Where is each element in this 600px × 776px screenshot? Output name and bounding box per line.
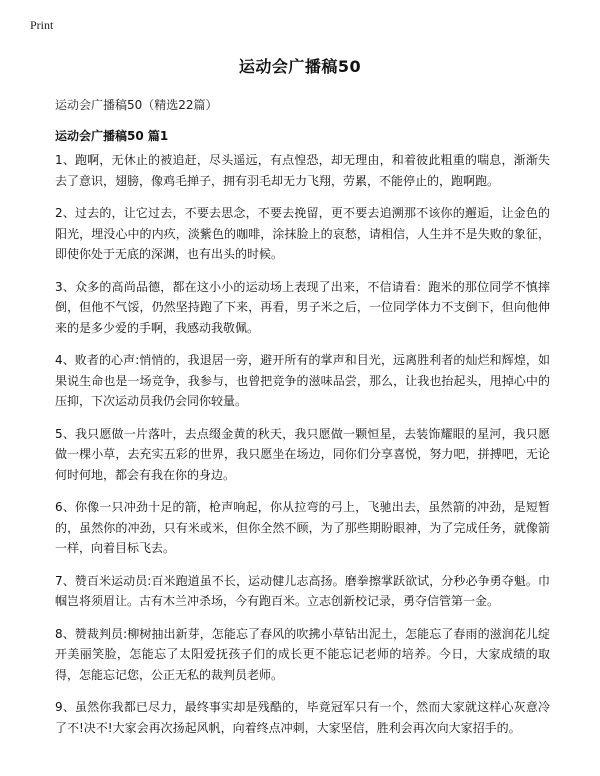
paragraph-9: 9、虽然你我都已尽力，最终事实却是残酷的，毕竟冠军只有一个，然而大家就这样心灰意冷了不!决不!大家会再次扬起风帆，向着终点冲刺，大家坚信，胜利会再次向大家招手的。 <box>55 700 550 735</box>
paragraph-1: 1、跑啊，无休止的被追赶，尽头遥远，有点惶恐，却无理由，和着彼此粗重的喘息，渐渐失去了意识，翅膀，像鸡毛掸子，拥有羽毛却无力飞翔，劳累，不能停止的，跑啊跑。 <box>55 153 550 188</box>
paragraph-4: 4、败者的心声:悄悄的，我退居一旁，避开所有的掌声和目光，远离胜利者的灿烂和辉煌，如果说生命也是一场竞争，我参与，也曾把竞争的滋味品尝，那么，让我也抬起头，甩掉心中的压抑，下次运动员我仍会同你较量。 <box>55 353 550 408</box>
paragraph-5: 5、我只愿做一片落叶，去点缀金黄的秋天，我只愿做一颗恒星，去装饰耀眼的星河，我只愿做一棵小草，去充实五彩的世界，我只愿坐在场边，同你们分享喜悦，努力吧，拼搏吧，无论何时何地，都会有我在你的身边。 <box>55 426 550 482</box>
section-heading: 运动会广播稿50 篇1 <box>55 129 169 143</box>
document-subtitle: 运动会广播稿50（精选22篇） <box>55 98 218 112</box>
paragraph-8: 8、赞裁判员:柳树抽出新芽，怎能忘了春风的吹拂小草钻出泥土，怎能忘了春雨的滋润花儿绽开美丽笑脸，怎能忘了太阳爱抚孩子们的成长更不能忘记老师的培养。今日，大家成绩的取得，怎能忘记您，公正无私的裁判员老师。 <box>55 626 550 682</box>
paragraph-2: 2、过去的，让它过去，不要去思念，不要去挽留，更不要去追溯那不该你的邂逅，让金色的阳光，埋没心中的内疚，淡紫色的咖啡，涂抹脸上的哀愁，请相信，人生并不是失败的象征，即使你处于无底的深渊，也有出头的时候。 <box>55 206 550 261</box>
document-title: 运动会广播稿50 <box>238 57 362 76</box>
paragraph-3: 3、众多的高尚品德，都在这小小的运动场上表现了出来，不信请看：跑米的那位同学不慎摔倒，但他不气馁，仍然坚持跑了下来，再看，男子米之后，一位同学体力不支倒下，但向他伸来的是多少爱的手啊，我感动我敬佩。 <box>55 279 550 335</box>
paragraph-7: 7、赞百米运动员:百米跑道虽不长，运动健儿志高扬。磨拳擦掌跃欲试，分秒必争勇夺魁。巾帼岂将须眉让。古有木兰冲杀场，今有跑百米。立志创新校记录，勇夺信管第一金。 <box>55 573 550 608</box>
print-label: Print <box>30 18 54 32</box>
paragraph-list <box>55 150 550 750</box>
paragraph-6: 6、你像一只冲劲十足的箭，枪声响起，你从拉弯的弓上，飞驰出去，虽然箭的冲劲，是短暂的，虽然你的冲劲，只有米或米，但你全然不顾，为了那些期盼眼神，为了完成任务，就像箭一样，向着目标飞去。 <box>55 500 550 555</box>
